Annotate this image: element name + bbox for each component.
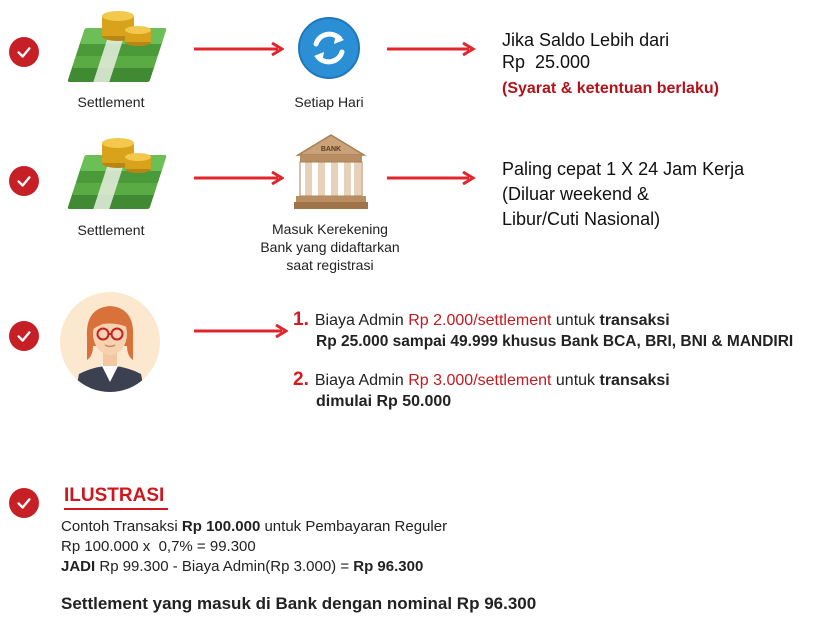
arrow-icon — [194, 42, 284, 56]
arrow-icon — [194, 324, 288, 338]
fee-item-2-mid: untuk — [551, 372, 600, 389]
fee-item-1-detail: Rp 25.000 sampai 49.999 khusus Bank BCA, BRI, BNI & MANDIRI — [316, 333, 794, 350]
checkmark-icon — [9, 37, 39, 67]
checkmark-icon — [9, 488, 39, 518]
illustration-underline — [64, 508, 168, 510]
person-avatar-icon — [57, 290, 163, 394]
balance-amount-text: Rp 25.000 — [502, 52, 591, 72]
bank-deposit-caption-1: Masuk Kerekening — [272, 221, 388, 237]
bank-label: BANK — [320, 146, 342, 153]
bank-deposit-caption-3: saat registrasi — [286, 257, 374, 273]
arrow-icon — [387, 42, 477, 56]
illustration-line-3-result: Rp 96.300 — [353, 558, 424, 575]
illustration-line-3-mid: Rp 99.300 - Biaya Admin(Rp 3.000) = — [95, 558, 354, 575]
fee-item-2-amount: Rp 3.000/settlement — [408, 372, 552, 389]
fee-item-1 — [293, 309, 670, 332]
bank-building-icon — [294, 131, 368, 211]
balance-condition-text: Jika Saldo Lebih dari — [502, 30, 670, 50]
illustration-line-1-post: untuk Pembayaran Reguler — [260, 518, 448, 535]
bank-deposit-caption-2: Bank yang didaftarkan — [260, 239, 400, 255]
fee-item-2-bold: transaksi — [599, 372, 670, 389]
fee-item-1-amount: Rp 2.000/settlement — [408, 312, 552, 329]
money-stack-icon — [66, 133, 178, 215]
money-stack-icon — [66, 6, 178, 88]
holiday-exception-text: Libur/Cuti Nasional) — [502, 209, 661, 229]
illustration-line-1-pre: Contoh Transaksi — [61, 518, 182, 535]
illustration-line-1-amount: Rp 100.000 — [181, 518, 261, 535]
fee-item-1-bold: transaksi — [599, 312, 670, 329]
fee-item-2 — [293, 369, 670, 392]
processing-time-text: Paling cepat 1 X 24 Jam Kerja — [502, 159, 745, 179]
checkmark-icon — [9, 166, 39, 196]
arrow-icon — [194, 171, 284, 185]
illustration-line-2: Rp 100.000 x 0,7% = 99.300 — [61, 538, 256, 555]
settlement-caption: Settlement — [77, 222, 145, 238]
fee-item-1-number: 1. — [293, 309, 309, 330]
illustration-line-3-jadi: JADI — [61, 558, 96, 575]
final-settlement-text: Settlement yang masuk di Bank dengan nominal Rp 96.300 — [61, 594, 537, 613]
fee-item-2-number: 2. — [293, 369, 309, 390]
checkmark-icon — [9, 321, 39, 351]
fee-item-2-prefix: Biaya Admin — [314, 372, 409, 389]
sync-icon — [298, 17, 360, 79]
fee-item-2-detail: dimulai Rp 50.000 — [316, 393, 452, 410]
settlement-caption: Settlement — [77, 94, 145, 110]
arrow-icon — [387, 171, 477, 185]
weekend-exception-text: (Diluar weekend & — [502, 184, 650, 204]
illustration-line-1 — [61, 517, 447, 537]
fee-item-1-prefix: Biaya Admin — [314, 312, 409, 329]
illustration-line-3 — [61, 557, 423, 577]
terms-note: (Syarat & ketentuan berlaku) — [502, 80, 719, 97]
daily-caption: Setiap Hari — [294, 94, 364, 110]
fee-item-1-mid: untuk — [551, 312, 600, 329]
illustration-title: ILUSTRASI — [64, 485, 165, 506]
